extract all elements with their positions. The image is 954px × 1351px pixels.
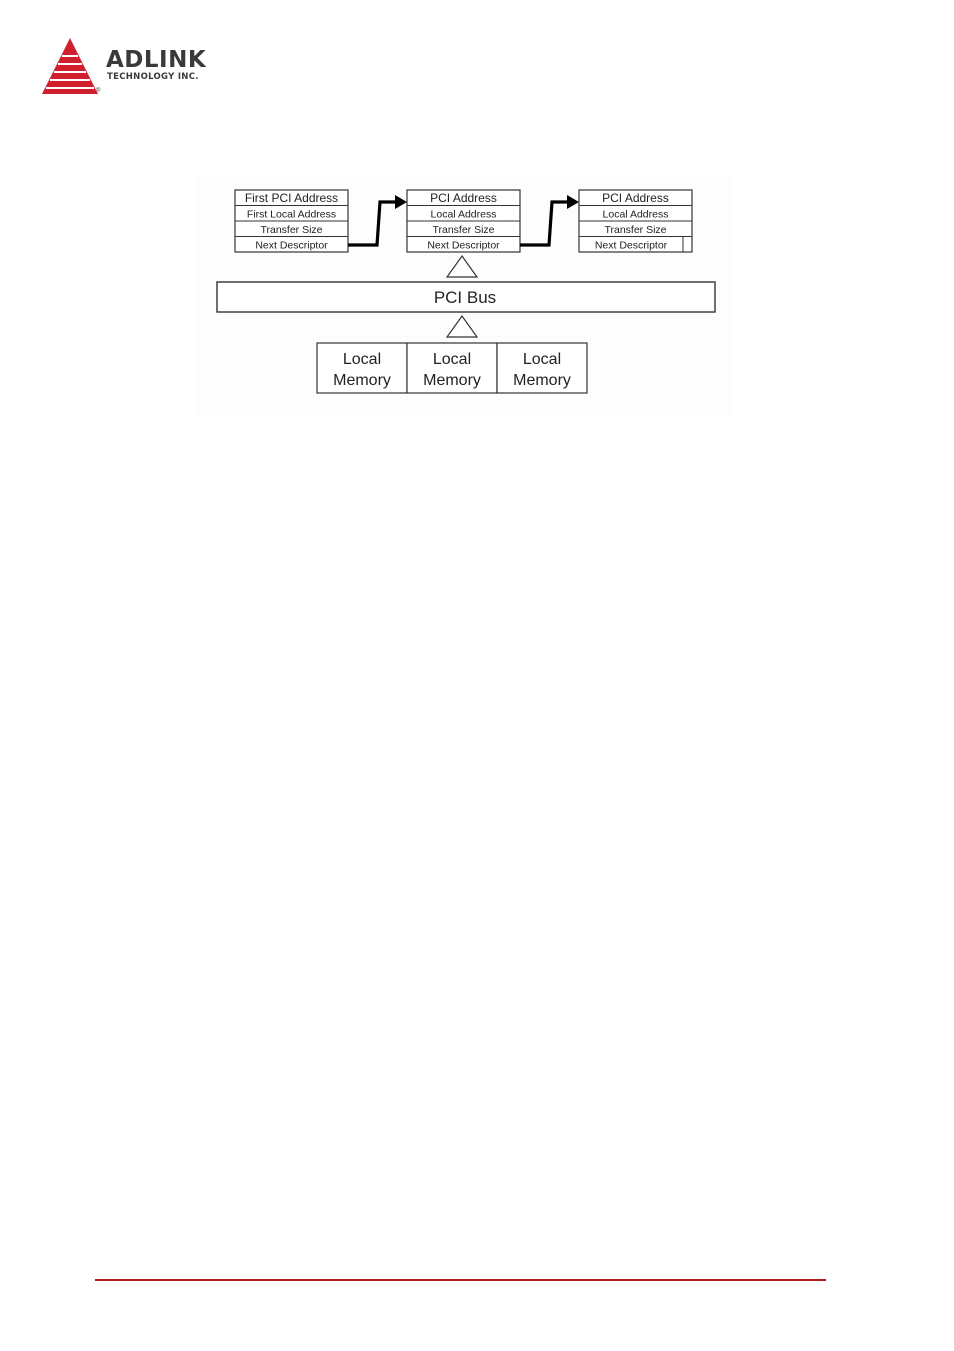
company-logo <box>40 36 240 100</box>
diagram-canvas <box>198 176 733 416</box>
descriptor-2-row-4: Next Descriptor <box>427 239 500 252</box>
descriptor-block-2 <box>407 190 520 252</box>
memory-2-line-1: Local <box>432 351 472 368</box>
link-arrow-1 <box>348 195 407 245</box>
upper-triangle-connector <box>447 256 477 277</box>
descriptor-block-3 <box>579 190 692 252</box>
memory-1-line-2: Memory <box>333 372 391 389</box>
descriptor-3-row-1: PCI Address <box>602 191 669 205</box>
pci-bus-bar <box>217 282 715 312</box>
memory-2-line-2: Memory <box>423 372 481 389</box>
descriptor-3-row-4: Next Descriptor <box>594 239 668 252</box>
pci-bus-label: PCI Bus <box>433 288 497 307</box>
local-memory-block-1 <box>317 343 407 393</box>
local-memory-block-3 <box>497 343 587 393</box>
registered-mark: ® <box>96 88 101 94</box>
brand-subtitle: TECHNOLOGY INC. <box>107 72 199 82</box>
descriptor-1-row-3: Transfer Size <box>260 224 323 236</box>
local-memory-block-2 <box>407 343 497 393</box>
memory-3-line-1: Local <box>522 351 562 368</box>
descriptor-block-1 <box>235 190 348 252</box>
descriptor-2-row-3: Transfer Size <box>432 224 495 236</box>
descriptor-3-row-2: Local Address <box>602 208 669 221</box>
descriptor-2-row-1: PCI Address <box>430 191 497 205</box>
memory-3-line-2: Memory <box>513 372 571 389</box>
adlink-triangle-logo-icon <box>40 36 102 98</box>
descriptor-1-row-4: Next Descriptor <box>255 239 328 252</box>
footer-rule <box>95 1279 826 1281</box>
descriptor-1-row-2: First Local Address <box>246 208 337 221</box>
descriptor-3-row-3: Transfer Size <box>604 224 667 236</box>
brand-name: ADLINK <box>106 47 207 73</box>
memory-1-line-1: Local <box>342 351 382 368</box>
descriptor-2-row-2: Local Address <box>430 208 497 221</box>
link-arrow-2 <box>520 195 579 245</box>
lower-triangle-connector <box>447 316 477 337</box>
descriptor-1-row-1: First PCI Address <box>244 191 339 205</box>
dma-descriptor-diagram <box>198 176 733 416</box>
